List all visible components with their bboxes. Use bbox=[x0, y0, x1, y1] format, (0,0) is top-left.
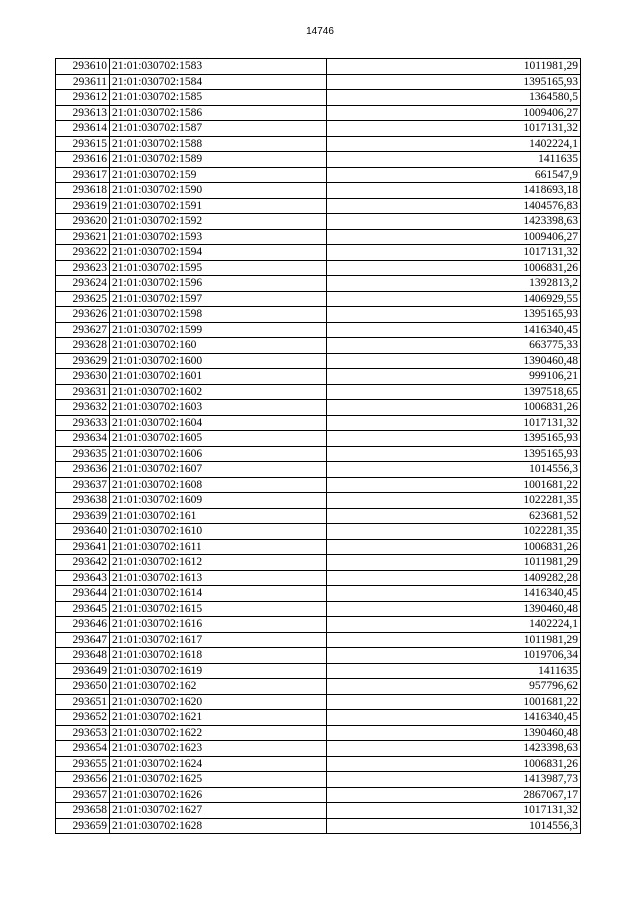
cadastral-number-cell: 21:01:030702:159 bbox=[110, 167, 327, 183]
table-row bbox=[56, 648, 581, 664]
table-row bbox=[56, 369, 581, 385]
cadastral-number-cell: 21:01:030702:1606 bbox=[110, 446, 327, 462]
row-number-cell: 293617 bbox=[56, 167, 110, 183]
table-row bbox=[56, 198, 581, 214]
cadastral-value-cell: 1416340,45 bbox=[327, 710, 581, 726]
table-row bbox=[56, 446, 581, 462]
cadastral-number-cell: 21:01:030702:1600 bbox=[110, 353, 327, 369]
cadastral-number-cell: 21:01:030702:161 bbox=[110, 508, 327, 524]
row-number-cell: 293615 bbox=[56, 136, 110, 152]
cadastral-number-cell: 21:01:030702:1597 bbox=[110, 291, 327, 307]
cadastral-number-cell: 21:01:030702:1618 bbox=[110, 648, 327, 664]
row-number-cell: 293651 bbox=[56, 694, 110, 710]
table-row bbox=[56, 431, 581, 447]
row-number-cell: 293640 bbox=[56, 524, 110, 540]
cadastral-number-cell: 21:01:030702:1622 bbox=[110, 725, 327, 741]
cadastral-value-cell: 1402224,1 bbox=[327, 136, 581, 152]
row-number-cell: 293622 bbox=[56, 245, 110, 261]
table-row bbox=[56, 508, 581, 524]
cadastral-value-cell: 1019706,34 bbox=[327, 648, 581, 664]
cadastral-number-cell: 21:01:030702:1601 bbox=[110, 369, 327, 385]
table-row bbox=[56, 136, 581, 152]
cadastral-number-cell: 21:01:030702:1613 bbox=[110, 570, 327, 586]
row-number-cell: 293624 bbox=[56, 276, 110, 292]
cadastral-number-cell: 21:01:030702:1628 bbox=[110, 818, 327, 834]
cadastral-number-cell: 21:01:030702:1604 bbox=[110, 415, 327, 431]
cadastral-value-cell: 1409282,28 bbox=[327, 570, 581, 586]
table-row bbox=[56, 183, 581, 199]
cadastral-value-cell: 1395165,93 bbox=[327, 74, 581, 90]
row-number-cell: 293636 bbox=[56, 462, 110, 478]
row-number-cell: 293614 bbox=[56, 121, 110, 137]
table-row bbox=[56, 663, 581, 679]
table-row bbox=[56, 276, 581, 292]
cadastral-value-cell: 1009406,27 bbox=[327, 105, 581, 121]
row-number-cell: 293621 bbox=[56, 229, 110, 245]
table-row bbox=[56, 601, 581, 617]
cadastral-number-cell: 21:01:030702:1617 bbox=[110, 632, 327, 648]
row-number-cell: 293650 bbox=[56, 679, 110, 695]
cadastral-number-cell: 21:01:030702:1626 bbox=[110, 787, 327, 803]
row-number-cell: 293620 bbox=[56, 214, 110, 230]
cadastral-value-cell: 1006831,26 bbox=[327, 400, 581, 416]
cadastral-number-cell: 21:01:030702:1583 bbox=[110, 59, 327, 75]
cadastral-number-cell: 21:01:030702:1608 bbox=[110, 477, 327, 493]
row-number-cell: 293627 bbox=[56, 322, 110, 338]
row-number-cell: 293616 bbox=[56, 152, 110, 168]
table-row bbox=[56, 725, 581, 741]
row-number-cell: 293628 bbox=[56, 338, 110, 354]
table-row bbox=[56, 322, 581, 338]
row-number-cell: 293641 bbox=[56, 539, 110, 555]
table-row bbox=[56, 818, 581, 834]
cadastral-number-cell: 21:01:030702:1627 bbox=[110, 803, 327, 819]
cadastral-number-cell: 21:01:030702:1598 bbox=[110, 307, 327, 323]
row-number-cell: 293652 bbox=[56, 710, 110, 726]
row-number-cell: 293612 bbox=[56, 90, 110, 106]
row-number-cell: 293653 bbox=[56, 725, 110, 741]
table-row bbox=[56, 307, 581, 323]
cadastral-number-cell: 21:01:030702:1615 bbox=[110, 601, 327, 617]
row-number-cell: 293610 bbox=[56, 59, 110, 75]
row-number-cell: 293654 bbox=[56, 741, 110, 757]
cadastral-value-cell: 957796,62 bbox=[327, 679, 581, 695]
row-number-cell: 293642 bbox=[56, 555, 110, 571]
cadastral-value-cell: 1416340,45 bbox=[327, 322, 581, 338]
table-row bbox=[56, 384, 581, 400]
cadastral-number-cell: 21:01:030702:1591 bbox=[110, 198, 327, 214]
table-row bbox=[56, 679, 581, 695]
cadastral-value-cell: 1395165,93 bbox=[327, 446, 581, 462]
cadastral-value-cell: 1397518,65 bbox=[327, 384, 581, 400]
cadastral-number-cell: 21:01:030702:1592 bbox=[110, 214, 327, 230]
cadastral-number-cell: 21:01:030702:1619 bbox=[110, 663, 327, 679]
table-row bbox=[56, 353, 581, 369]
row-number-cell: 293613 bbox=[56, 105, 110, 121]
cadastral-value-cell: 1022281,35 bbox=[327, 493, 581, 509]
row-number-cell: 293648 bbox=[56, 648, 110, 664]
cadastral-value-cell: 1423398,63 bbox=[327, 214, 581, 230]
cadastral-value-cell: 1011981,29 bbox=[327, 59, 581, 75]
cadastral-value-cell: 1014556,3 bbox=[327, 462, 581, 478]
cadastral-number-cell: 21:01:030702:1594 bbox=[110, 245, 327, 261]
row-number-cell: 293618 bbox=[56, 183, 110, 199]
cadastral-value-cell: 1406929,55 bbox=[327, 291, 581, 307]
cadastral-number-cell: 21:01:030702:1595 bbox=[110, 260, 327, 276]
cadastral-number-cell: 21:01:030702:1614 bbox=[110, 586, 327, 602]
cadastral-value-cell: 1001681,22 bbox=[327, 477, 581, 493]
page-number: 14746 bbox=[306, 26, 334, 37]
cadastral-value-cell: 999106,21 bbox=[327, 369, 581, 385]
table-row bbox=[56, 617, 581, 633]
table-row bbox=[56, 477, 581, 493]
cadastral-value-cell: 1390460,48 bbox=[327, 601, 581, 617]
table-row bbox=[56, 152, 581, 168]
table-row bbox=[56, 632, 581, 648]
cadastral-value-cell: 1017131,32 bbox=[327, 803, 581, 819]
cadastral-value-cell: 1017131,32 bbox=[327, 245, 581, 261]
row-number-cell: 293629 bbox=[56, 353, 110, 369]
cadastral-number-cell: 21:01:030702:162 bbox=[110, 679, 327, 695]
cadastral-value-cell: 2867067,17 bbox=[327, 787, 581, 803]
cadastral-number-cell: 21:01:030702:1584 bbox=[110, 74, 327, 90]
cadastral-number-cell: 21:01:030702:1609 bbox=[110, 493, 327, 509]
table-row bbox=[56, 260, 581, 276]
cadastral-value-cell: 1390460,48 bbox=[327, 725, 581, 741]
table-row bbox=[56, 214, 581, 230]
table-row bbox=[56, 245, 581, 261]
table-row bbox=[56, 105, 581, 121]
cadastral-value-cell: 1411635 bbox=[327, 152, 581, 168]
cadastral-value-cell: 1017131,32 bbox=[327, 415, 581, 431]
cadastral-number-cell: 21:01:030702:1590 bbox=[110, 183, 327, 199]
cadastral-value-cell: 1395165,93 bbox=[327, 307, 581, 323]
table-row bbox=[56, 415, 581, 431]
row-number-cell: 293611 bbox=[56, 74, 110, 90]
cadastral-number-cell: 21:01:030702:1607 bbox=[110, 462, 327, 478]
cadastral-value-cell: 623681,52 bbox=[327, 508, 581, 524]
cadastral-value-cell: 663775,33 bbox=[327, 338, 581, 354]
row-number-cell: 293631 bbox=[56, 384, 110, 400]
table-row bbox=[56, 756, 581, 772]
row-number-cell: 293638 bbox=[56, 493, 110, 509]
cadastral-value-table bbox=[55, 58, 581, 834]
cadastral-value-cell: 1416340,45 bbox=[327, 586, 581, 602]
row-number-cell: 293646 bbox=[56, 617, 110, 633]
cadastral-number-cell: 21:01:030702:1625 bbox=[110, 772, 327, 788]
cadastral-number-cell: 21:01:030702:1624 bbox=[110, 756, 327, 772]
row-number-cell: 293630 bbox=[56, 369, 110, 385]
table-row bbox=[56, 586, 581, 602]
cadastral-number-cell: 21:01:030702:1599 bbox=[110, 322, 327, 338]
cadastral-number-cell: 21:01:030702:1588 bbox=[110, 136, 327, 152]
cadastral-value-cell: 1404576,83 bbox=[327, 198, 581, 214]
row-number-cell: 293655 bbox=[56, 756, 110, 772]
cadastral-value-cell: 1017131,32 bbox=[327, 121, 581, 137]
row-number-cell: 293644 bbox=[56, 586, 110, 602]
table-row bbox=[56, 90, 581, 106]
row-number-cell: 293634 bbox=[56, 431, 110, 447]
table-row bbox=[56, 167, 581, 183]
cadastral-value-cell: 1006831,26 bbox=[327, 539, 581, 555]
cadastral-value-cell: 1413987,73 bbox=[327, 772, 581, 788]
table-body bbox=[56, 59, 581, 834]
table-row bbox=[56, 694, 581, 710]
table-row bbox=[56, 741, 581, 757]
cadastral-value-cell: 1402224,1 bbox=[327, 617, 581, 633]
table-row bbox=[56, 570, 581, 586]
row-number-cell: 293635 bbox=[56, 446, 110, 462]
cadastral-number-cell: 21:01:030702:1586 bbox=[110, 105, 327, 121]
table-row bbox=[56, 524, 581, 540]
cadastral-number-cell: 21:01:030702:160 bbox=[110, 338, 327, 354]
row-number-cell: 293639 bbox=[56, 508, 110, 524]
table-row bbox=[56, 772, 581, 788]
cadastral-number-cell: 21:01:030702:1585 bbox=[110, 90, 327, 106]
cadastral-number-cell: 21:01:030702:1616 bbox=[110, 617, 327, 633]
row-number-cell: 293649 bbox=[56, 663, 110, 679]
cadastral-value-cell: 661547,9 bbox=[327, 167, 581, 183]
row-number-cell: 293656 bbox=[56, 772, 110, 788]
row-number-cell: 293657 bbox=[56, 787, 110, 803]
row-number-cell: 293637 bbox=[56, 477, 110, 493]
table-row bbox=[56, 555, 581, 571]
cadastral-number-cell: 21:01:030702:1610 bbox=[110, 524, 327, 540]
cadastral-value-cell: 1423398,63 bbox=[327, 741, 581, 757]
table-row bbox=[56, 74, 581, 90]
cadastral-value-cell: 1364580,5 bbox=[327, 90, 581, 106]
cadastral-value-cell: 1006831,26 bbox=[327, 260, 581, 276]
cadastral-value-cell: 1022281,35 bbox=[327, 524, 581, 540]
row-number-cell: 293632 bbox=[56, 400, 110, 416]
row-number-cell: 293659 bbox=[56, 818, 110, 834]
cadastral-number-cell: 21:01:030702:1587 bbox=[110, 121, 327, 137]
cadastral-value-cell: 1014556,3 bbox=[327, 818, 581, 834]
cadastral-value-cell: 1411635 bbox=[327, 663, 581, 679]
cadastral-value-cell: 1390460,48 bbox=[327, 353, 581, 369]
table-row bbox=[56, 539, 581, 555]
cadastral-value-cell: 1392813,2 bbox=[327, 276, 581, 292]
table-row bbox=[56, 462, 581, 478]
row-number-cell: 293625 bbox=[56, 291, 110, 307]
cadastral-number-cell: 21:01:030702:1611 bbox=[110, 539, 327, 555]
cadastral-number-cell: 21:01:030702:1621 bbox=[110, 710, 327, 726]
row-number-cell: 293645 bbox=[56, 601, 110, 617]
cadastral-number-cell: 21:01:030702:1612 bbox=[110, 555, 327, 571]
row-number-cell: 293647 bbox=[56, 632, 110, 648]
row-number-cell: 293623 bbox=[56, 260, 110, 276]
cadastral-number-cell: 21:01:030702:1602 bbox=[110, 384, 327, 400]
cadastral-value-cell: 1011981,29 bbox=[327, 632, 581, 648]
table-row bbox=[56, 229, 581, 245]
table-row bbox=[56, 338, 581, 354]
row-number-cell: 293643 bbox=[56, 570, 110, 586]
table-row bbox=[56, 400, 581, 416]
table-row bbox=[56, 59, 581, 75]
row-number-cell: 293626 bbox=[56, 307, 110, 323]
row-number-cell: 293658 bbox=[56, 803, 110, 819]
table-row bbox=[56, 803, 581, 819]
cadastral-number-cell: 21:01:030702:1603 bbox=[110, 400, 327, 416]
cadastral-number-cell: 21:01:030702:1596 bbox=[110, 276, 327, 292]
cadastral-number-cell: 21:01:030702:1589 bbox=[110, 152, 327, 168]
cadastral-value-cell: 1001681,22 bbox=[327, 694, 581, 710]
table-row bbox=[56, 710, 581, 726]
row-number-cell: 293633 bbox=[56, 415, 110, 431]
table-row bbox=[56, 787, 581, 803]
table-row bbox=[56, 493, 581, 509]
row-number-cell: 293619 bbox=[56, 198, 110, 214]
cadastral-value-cell: 1418693,18 bbox=[327, 183, 581, 199]
cadastral-number-cell: 21:01:030702:1620 bbox=[110, 694, 327, 710]
cadastral-number-cell: 21:01:030702:1623 bbox=[110, 741, 327, 757]
cadastral-value-cell: 1006831,26 bbox=[327, 756, 581, 772]
cadastral-number-cell: 21:01:030702:1605 bbox=[110, 431, 327, 447]
cadastral-value-cell: 1011981,29 bbox=[327, 555, 581, 571]
cadastral-value-cell: 1395165,93 bbox=[327, 431, 581, 447]
cadastral-number-cell: 21:01:030702:1593 bbox=[110, 229, 327, 245]
cadastral-value-cell: 1009406,27 bbox=[327, 229, 581, 245]
table-row bbox=[56, 121, 581, 137]
table-row bbox=[56, 291, 581, 307]
